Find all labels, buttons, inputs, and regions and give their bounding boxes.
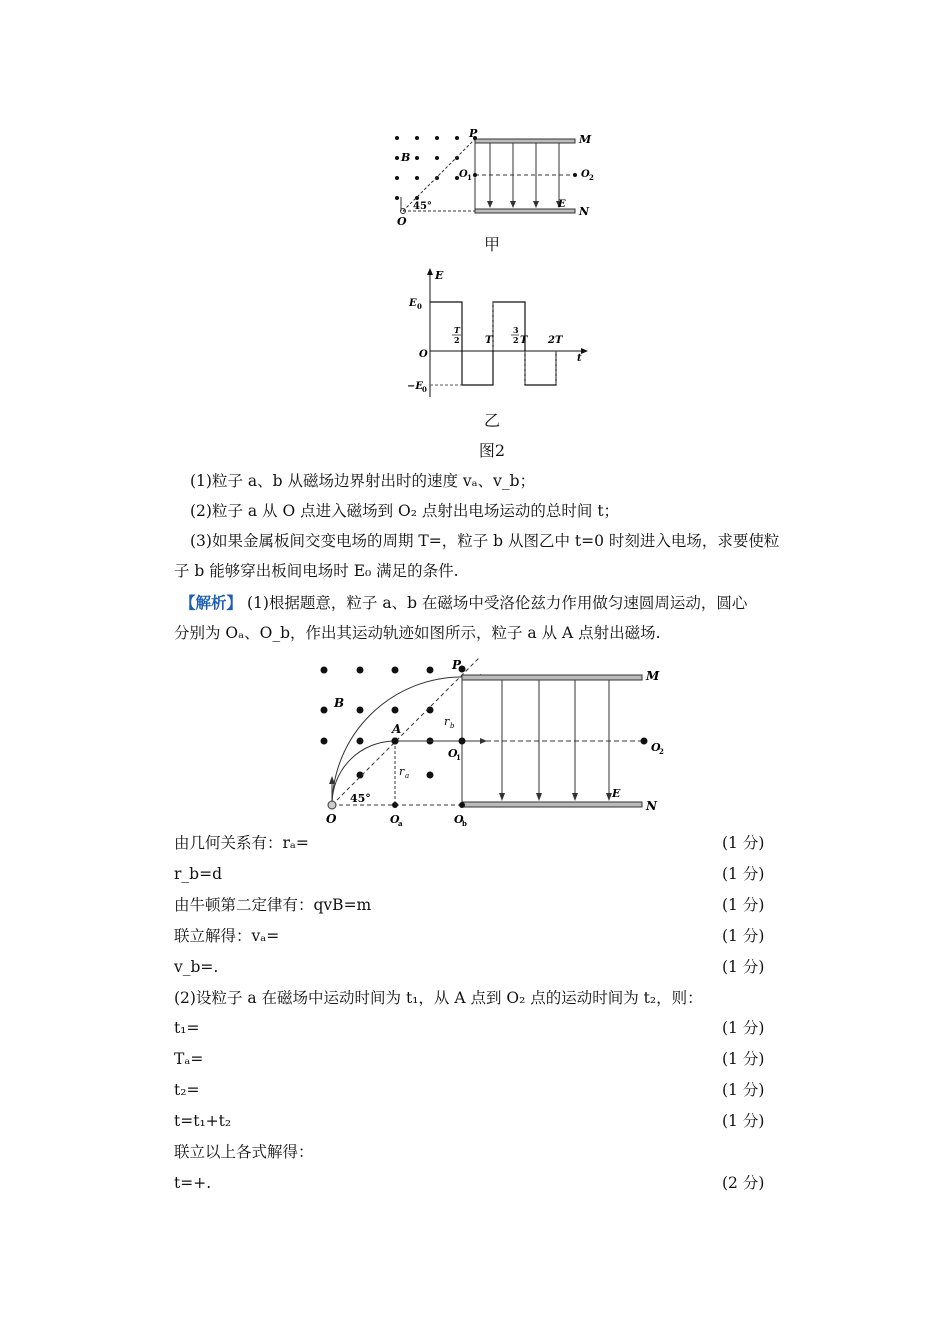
solution-score: (1 分) <box>722 927 765 945</box>
label-a: A <box>392 722 402 736</box>
solution-line: t=+. <box>174 1174 212 1192</box>
caption-jia: 甲 <box>483 235 500 254</box>
solution-line: 由牛顿第二定律有：qvB=m <box>174 896 372 914</box>
svg-text:b: b <box>450 722 455 730</box>
figure-caption: 图2 <box>478 441 506 460</box>
solution-line: (2)设粒子 a 在磁场中运动时间为 t₁，从 A 点到 O₂ 点的运动时间为 t₂，则： <box>174 989 703 1007</box>
svg-text:2: 2 <box>513 335 519 345</box>
svg-text:2: 2 <box>454 335 460 345</box>
plate-n <box>462 802 642 807</box>
solution-line: 联立以上各式解得： <box>174 1143 314 1161</box>
solution-score: (1 分) <box>722 1081 765 1099</box>
label-o2: O <box>651 741 661 754</box>
svg-text:T: T <box>520 335 528 346</box>
solution-line: 联立解得：vₐ= <box>174 927 280 945</box>
tick-2t: 2T <box>548 335 563 346</box>
caption-yi: 乙 <box>483 411 500 430</box>
solution-line: t₁= <box>174 1019 200 1037</box>
solution-score: (1 分) <box>722 834 765 852</box>
analysis-tag: 【解析】 <box>180 593 243 612</box>
tick-t: T <box>485 335 493 346</box>
label-o1: O <box>459 169 468 180</box>
label-o: O <box>326 812 337 826</box>
magnetic-field-dots <box>395 136 459 200</box>
label-b: B <box>401 151 411 164</box>
svg-text:b: b <box>462 819 467 828</box>
question-2: (2)粒子 a 从 O 点进入磁场到 O₂ 点射出电场运动的总时间 t； <box>190 502 620 520</box>
label-m: M <box>646 669 660 683</box>
svg-text:T: T <box>454 325 460 335</box>
figure-jia <box>385 125 605 235</box>
solution-score: (1 分) <box>722 1112 765 1130</box>
label-n: N <box>646 799 657 813</box>
label-neg-e0: −E <box>407 381 424 392</box>
solution-score: (1 分) <box>722 865 765 883</box>
axis-e-label: E <box>435 269 444 282</box>
label-ra: r <box>399 765 405 778</box>
label-e: E <box>558 199 566 210</box>
figure-yi <box>405 265 595 405</box>
solution-line: v_b=. <box>174 958 219 976</box>
label-o2: O <box>581 169 590 180</box>
label-p: P <box>469 127 478 140</box>
label-n: N <box>579 205 590 218</box>
solution-score: (2 分) <box>722 1174 765 1192</box>
svg-text:a: a <box>398 819 403 828</box>
label-b: B <box>334 696 345 710</box>
solution-score: (1 分) <box>722 1050 765 1068</box>
question-1: (1)粒子 a、b 从磁场边界射出时的速度 vₐ、v_b； <box>190 472 536 490</box>
svg-text:2: 2 <box>659 747 664 756</box>
svg-text:2: 2 <box>589 173 594 182</box>
label-angle: 45° <box>413 201 432 212</box>
label-o1: O <box>448 747 458 760</box>
solution-score: (1 分) <box>722 958 765 976</box>
solution-score: (1 分) <box>722 896 765 914</box>
svg-text:1: 1 <box>467 173 472 182</box>
label-angle: 45° <box>350 792 371 805</box>
svg-text:1: 1 <box>456 753 461 762</box>
plate-m <box>462 675 642 680</box>
svg-text:a: a <box>405 772 410 780</box>
solution-score: (1 分) <box>722 1019 765 1037</box>
svg-text:3: 3 <box>513 325 519 335</box>
solution-line: r_b=d <box>174 865 222 883</box>
question-3-line-2: 子 b 能够穿出板间电场时 E₀ 满足的条件. <box>174 562 459 580</box>
plate-m <box>475 139 575 143</box>
analysis-line-2: 分别为 Oₐ、O_b，作出其运动轨迹如图所示，粒子 a 从 A 点射出磁场. <box>174 624 661 642</box>
label-ob: O <box>454 813 464 826</box>
svg-text:0: 0 <box>417 302 422 311</box>
label-oa: O <box>390 813 400 826</box>
label-p: P <box>452 658 462 672</box>
magnetic-field-dots <box>321 667 434 779</box>
label-e: E <box>612 787 621 800</box>
label-o: O <box>397 215 407 228</box>
field-arrows <box>502 680 609 799</box>
figure-analysis <box>312 655 672 830</box>
label-e0: E <box>409 298 417 309</box>
solution-line: t=t₁+t₂ <box>174 1112 232 1130</box>
solution-line: t₂= <box>174 1081 200 1099</box>
axis-t-label: t <box>577 353 582 364</box>
analysis-line-1: 【解析】 (1)根据题意，粒子 a、b 在磁场中受洛伦兹力作用做匀速圆周运动，圆心 <box>180 593 748 612</box>
label-m: M <box>579 133 592 146</box>
question-3-line-1: (3)如果金属板间交变电场的周期 T=，粒子 b 从图乙中 t=0 时刻进入电场，求要使粒 <box>190 532 780 550</box>
boundary-line <box>332 657 480 805</box>
label-rb: r <box>444 715 450 728</box>
label-origin: O <box>419 349 428 360</box>
solution-line: 由几何关系有：rₐ= <box>174 834 309 852</box>
svg-text:0: 0 <box>422 385 427 394</box>
solution-line: Tₐ= <box>174 1050 204 1068</box>
